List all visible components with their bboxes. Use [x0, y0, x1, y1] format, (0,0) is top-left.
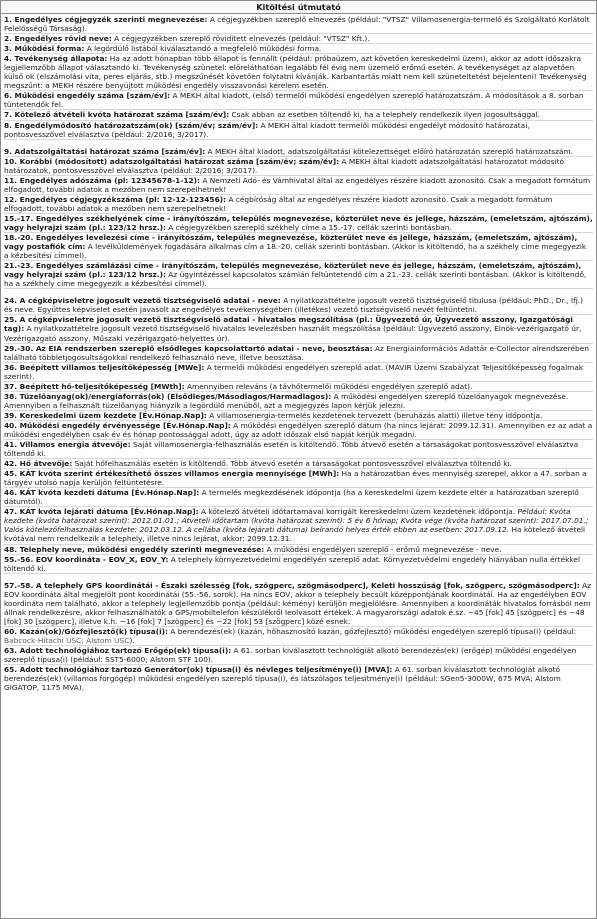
- instruction-row: [4, 195, 593, 214]
- instruction-row: [4, 110, 593, 120]
- row-text: A Nemzeti Adó- és Vámhivatal által az engedélyes részére kiadott azonosító. Csak a megadott formátum elfogadott, további adatok a mezőben nem szerepelhetnek!: [4, 175, 591, 194]
- row-field-label: 46. KÁT kvóta kezdeti dátuma [Év.Hónap.Nap]:: [4, 488, 200, 498]
- row-field-label: 9. Adatszolgáltatási határozat száma [szám/év]:: [4, 146, 206, 156]
- row-text: A MEKH által kiadott adatszolgáltatási határozatot módosító határozatok, pontosvesszővel elválasztva (például: 2/2016; 3/2017).: [4, 156, 565, 175]
- instruction-row: [4, 261, 593, 289]
- row-text: Az ügyintézéssel kapcsolatos számlán feltüntetendő cím a 21.-23. cellák szerinti bontásban. (Akkor is kitöltendő, ha a székhely címe megegyezik a kézbesítési címmel).: [4, 270, 587, 289]
- row-text: A villamosenergia-termelés kezdetének tervezett (beruházás alatti) illetve tény időpontja.: [209, 410, 543, 420]
- row-text: A működési engedélyen szereplő - erőmű megnevezése - neve.: [266, 544, 502, 554]
- instruction-row: [4, 459, 593, 469]
- row-example-value: Babcock-Hitachi USC; Alstom USC: [4, 635, 130, 645]
- instruction-row: [4, 15, 593, 34]
- row-field-label: 3. Működési forma:: [4, 44, 85, 54]
- instruction-row: [4, 581, 593, 627]
- instruction-rows: [1, 14, 596, 692]
- row-text: Ha kötelező átvételi kvótával nem rendelkezik a telephely, illetve nincs lejárat, akkor: 2099.12.31.: [4, 525, 586, 544]
- row-text: A cégjegyzékben szereplő rövidített elnevezés (például: "VTSZ" Kft.).: [114, 34, 370, 44]
- row-field-label: 12. Engedélyes cégjegyzékszáma (pl: 12-12-123456):: [4, 194, 227, 204]
- row-field-label: 39. Kereskedelmi üzem kezdete [Év.Hónap.Nap]:: [4, 410, 207, 420]
- row-field-label: 11. Engedélyes adószáma (pl: 12345678-1-12):: [4, 175, 200, 185]
- instruction-row: [4, 214, 593, 233]
- row-field-label: 55.-56. EOV koordináta - EOV_X, EOV_Y:: [4, 554, 169, 564]
- instruction-row: [4, 382, 593, 392]
- instruction-row: [4, 176, 593, 195]
- row-text: A kötelező átvételi időtartamával korrigált kereskedelmi üzem kezdetének időpontja.: [200, 507, 518, 517]
- instruction-row: [4, 91, 593, 110]
- row-field-label: 45. KÁT kvóta szerint értékesíthető összes villamos energia mennyisége [MWh]:: [4, 469, 340, 479]
- row-text: A 61. sorban kiválasztott technológiát alkotó berendezés(ek) (villamos forgógép) működési engedélyen szereplő típusa(i), és látszólagos teljesítménye(i) (például: SGen5-3000W, 675 MVA; Alstom GIGATOP, 1175 MVA).: [4, 665, 561, 693]
- instruction-row: [4, 646, 593, 665]
- row-field-label: 36. Beépített villamos teljesítőképesség [MWe]:: [4, 362, 205, 372]
- row-example-text: Például: Kvóta kezdete (kvóta határozat szerint): 2012.01.01.; Átvételi időtartam (kvóta határozat szerint): 5 év 6 hónap; Kvóta vége (kvóta határozat szerint): 2017.07.01.; Valós kötelezőfelhasználás kezdete: 2012.03.12. A cellába (kvóta lejárati dátuma) beírandó helyes érték ebben az esetben: 2017.09.12.: [4, 507, 589, 535]
- row-text: A működési engedélyen szereplő tüzelőanyagok megnevezése. Amennyiben a felhasznált tüzelőanyag hiányzik a legördülő menüből, azt a megjegyzés lapon kérjük jelezni.: [4, 391, 569, 410]
- row-field-label: 60. Kazán(ok)/Gőzfejlesztő(k) típusa(i):: [4, 626, 168, 636]
- instruction-row: [4, 507, 593, 544]
- row-text: Ha az adott hónapban több állapot is fennállt (például: próbaüzem, azt követően kereskedelmi üzem), akkor az adott időszakra legjellemzőbb állapot választandó ki. Tevékenység szünetel: előreláthatóan legalább fél évig nem üzemelő erőmű esetén. A tevékenységet az alapvetően külső ok (elszámolási vita, peres eljárás, stb.) megszűnését követően folytatni kívánják. Karbantartás miatt nem kell szüneteltetést bejelenteni! Tevékenység megszűnt: a MEKH részére benyújtott működési engedély visszavonási kérelem esetén.: [4, 54, 587, 91]
- row-text: A cégjegyzékben szereplő székhely címe a 15.-17. cellák szerinti bontásban.: [168, 222, 452, 232]
- row-text: Amennyiben releváns (a távhőtermelői működési engedélyen szereplő adat).: [186, 381, 473, 391]
- row-field-label: 21.-23. Engedélyes számlázási címe - irányítószám, település megnevezése, közterület neve és jellege, házszám, (emeletszám, ajtószám), vagy helyrajzi szám (pl.: 123/12 hrsz.):: [4, 261, 582, 280]
- instruction-row: [4, 555, 593, 574]
- row-text: A nyilatkozattételre jogosult vezető tisztségviselő hivatalos levelezésben használt megszólítása (például: Ügyvezető asszony, Elnök-vezérigazgató úr, Vezérigazgató asszony, Műszaki vezérigazgató-helyettes úr).: [4, 324, 582, 343]
- instruction-row: [4, 315, 593, 343]
- row-field-label: 15.-17. Engedélyes székhelyének címe - irányítószám, település megnevezése, közterület neve és jellege, házszám, (emeletszám, ajtószám), vagy helyrajzi szám (pl.: 123/12 hrsz.):: [4, 213, 593, 232]
- instruction-row: [4, 54, 593, 91]
- instruction-row: [4, 147, 593, 157]
- row-text: A legördülő listából kiválasztandó a megfelelő működési forma.: [86, 44, 322, 54]
- row-text: A cégjegyzékben szereplő elnevezés (például: "VTSZ" Villamosenergia-termelő és Szolgáltató Korlátolt Felelősségű Társaság).: [4, 15, 590, 34]
- row-field-label: 2. Engedélyes rövid neve:: [4, 34, 112, 44]
- instruction-row: [4, 488, 593, 507]
- row-field-label: 57.-58. A telephely GPS koordinátái - Északi szélesség [fok, szögperc, szögmásodperc], Keleti hosszúság [fok, szögperc, szögmásodperc]:: [4, 580, 580, 590]
- instruction-row: [4, 392, 593, 411]
- instruction-row: [4, 411, 593, 421]
- row-text: A MEKH által kiadott, adatszolgáltatási kötelezettséget előíró határozatán szereplő határozatszám.: [207, 146, 574, 156]
- instruction-row: [4, 363, 593, 382]
- row-field-label: 10. Korábbi (módosított) adatszolgáltatási határozat száma [szám/év; szám/év]:: [4, 156, 340, 166]
- row-field-label: 1. Engedélyes cégjegyzék szerinti megnevezése:: [4, 15, 208, 24]
- row-text: A termelői működési engedélyen szereplő adat. (MAVIR Üzemi Szabályzat Teljesítőképesség fogalmak szerint).: [4, 362, 584, 381]
- instruction-row: [4, 233, 593, 261]
- row-field-label: 6. Működési engedély száma [szám/év]:: [4, 91, 171, 101]
- row-text: A 61. sorban kiválasztott technológiát alkotó berendezés(ek) (erőgép) működési engedélyen szereplő típusa(i) (például: SST5-6000; Alstom STF 100).: [4, 646, 577, 665]
- row-field-label: 4. Tevékenység állapota:: [4, 54, 108, 64]
- row-text: A MEKH által kiadott termelői működési engedélyt módosító határozatai, pontosvesszővel elválasztva (például: 2/2016; 3/2017).: [4, 120, 530, 139]
- instruction-row: [4, 665, 593, 692]
- row-text: A működési engedélyen szereplő dátum (ha nincs lejárat: 2099.12.31). Amennyiben ez az adat a működési engedélyben csak év és hónap pontossággal adott, úgy az adott időszak első napját kérjük megadni.: [4, 420, 593, 439]
- row-text: A nyilatkozattételre jogosult vezető tisztségviselő titulusa (például: PhD., Dr., Ifj.) és neve. Együttes képviselet esetén javasolt az engedélyes tevékenységében (illetékes) vezető tisztségviselő nevét feltüntetni.: [4, 296, 583, 315]
- row-field-label: 65. Adott technológiához tartozó Generátor(ok) típusa(i) és névleges teljesítménye(i) [MVA]:: [4, 665, 393, 675]
- instruction-row: [4, 344, 593, 363]
- instruction-row: [4, 627, 593, 646]
- row-text: Az EOV koordináta által megjelölt pont koordinátái (55.-56. sorok). Ha nincs EOV, akkor a telephely becsült középpontjának koordinátái. Ha az engedélyben EOV koordináta nem található, akkor a telephely legjellemzőbb pontja (például: kémény) kerüljön megjelölésre. Amennyiben a koordináták hivatalos forrásból nem állnak rendelkezésre, akkor felhasználhatók a GPS/mobiltelefon készülékről leolvasott értékek. A magyarországi adatok é.sz. ~45 [fok] 45 [szögperc] és ~48 [fok] 30 [szögperc], illetve k.h. ~16 [fok] 7 [szögperc] és ~22 [fok] 53 [szögperc] közé esnek.: [4, 580, 591, 626]
- row-field-label: 18.-20. Engedélyes levelezési címe - irányítószám, település megnevezése, közterület neve és jellege, házszám, (emeletszám, ajtószám), vagy postafiók cím:: [4, 233, 578, 252]
- instruction-row: [4, 421, 593, 440]
- row-field-label: 48. Telephely neve, működési engedély szerinti megnevezése:: [4, 544, 265, 554]
- row-text: A berendezés(ek) (kazán, hőhasznosító kazán, gőzfejlesztő) működési engedélyen szereplő típusa(i) (például:: [170, 626, 577, 636]
- row-text: Saját hőfelhasználás esetén is kitöltendő. Több átvevő esetén a társaságokat pontosvesszővel elválasztva töltendő ki.: [74, 459, 512, 469]
- row-field-label: 40. Működési engedély érvényessége [Év.Hónap.Nap]:: [4, 420, 231, 430]
- row-field-label: 41. Villamos energia átvevője:: [4, 440, 131, 450]
- row-text: Saját villamosenergia-felhasználás esetén is kitöltendő. Több átvevő esetén a társaságokat pontosvesszővel elválasztva töltendő ki.: [4, 440, 579, 459]
- instruction-row: [4, 469, 593, 488]
- row-text: ).: [129, 635, 135, 645]
- row-field-label: 47. KÁT kvóta lejárati dátuma [Év.Hónap.Nap]:: [4, 507, 199, 517]
- row-text: A MEKH által kiadott, (első) termelői működési engedélyen szereplő határozatszám. A módosítások a 8. sorban tüntetendők fel.: [4, 91, 584, 110]
- row-field-label: 29.-30. Az EIA rendszerben szereplő elsődleges kapcsolattartó adatai - neve, beosztása:: [4, 343, 373, 353]
- row-field-label: 37. Beépített hő-teljesítőképesség [MWth]:: [4, 381, 185, 391]
- row-field-label: 7. Kötelező átvételi kvóta határozat száma [szám/év]:: [4, 110, 230, 120]
- row-text: Csak abban az esetben töltendő ki, ha a telephely rendelkezik ilyen jogosultsággal.: [231, 110, 540, 120]
- row-text: A levélküldemények fogadására alkalmas cím a 18.-20. cellák szerinti bontásban. (Akkor is kitöltendő, ha a székhely címe megegyezik a kézbesítési címmel).: [4, 242, 587, 261]
- row-text: Az Energiainformációs Adattár e-Collector alrendszerében található többletjogosultságokkal rendelkező felhasználó neve, illetve beosztása.: [4, 343, 589, 362]
- row-field-label: 42. Hő átvevője:: [4, 459, 73, 469]
- row-field-label: 25. A cégképviseletre jogosult vezető tisztségviselő adatai - hivatalos megszólítása (pl.: Ügyvezető úr, Ügyvezető asszony, Igazgatósági tag):: [4, 315, 573, 334]
- row-field-label: 8. Engedélymódosító határozatszám(ok) [szám/év; szám/év]:: [4, 120, 259, 130]
- instruction-row: [4, 545, 593, 555]
- row-field-label: 38. Tüzelőanyag(ok)/energiaforrás(ok) (Elsődleges/Másodlagos/Harmadlagos):: [4, 391, 332, 401]
- instruction-row: [4, 44, 593, 54]
- sheet-title: Kitöltési útmutató: [1, 1, 596, 14]
- row-text: A termelés megkezdésének időpontja (ha a kereskedelmi üzem kezdete eltér a határozatban szereplő dátumtól).: [4, 488, 579, 507]
- instruction-row: [4, 121, 593, 140]
- instruction-row: [4, 157, 593, 176]
- row-text: A telephely környezetvédelmi engedélyén szereplő adat. Környezetvédelmi engedély hiányában nulla értékkel töltendő ki.: [4, 554, 581, 573]
- instruction-row: [4, 440, 593, 459]
- row-text: Ha a határozatban éves mennyiség szerepel, akkor a 47. sorban a tárgyév utolsó napja kerüljön feltüntetésre.: [4, 469, 587, 488]
- row-field-label: 63. Adott technológiához tartozó Erőgép(ek) típusa(i):: [4, 646, 232, 655]
- row-text: A cégbíróság által az engedélyes részére kiadott azonosító. Csak a megadott formátum elfogadott, további adatok a mezőben nem szerepelhetnek!: [4, 194, 553, 213]
- row-field-label: 24. A cégképviseletre jogosult vezető tisztségviselő adatai - neve:: [4, 296, 281, 306]
- instruction-row: [4, 34, 593, 44]
- instruction-row: [4, 296, 593, 315]
